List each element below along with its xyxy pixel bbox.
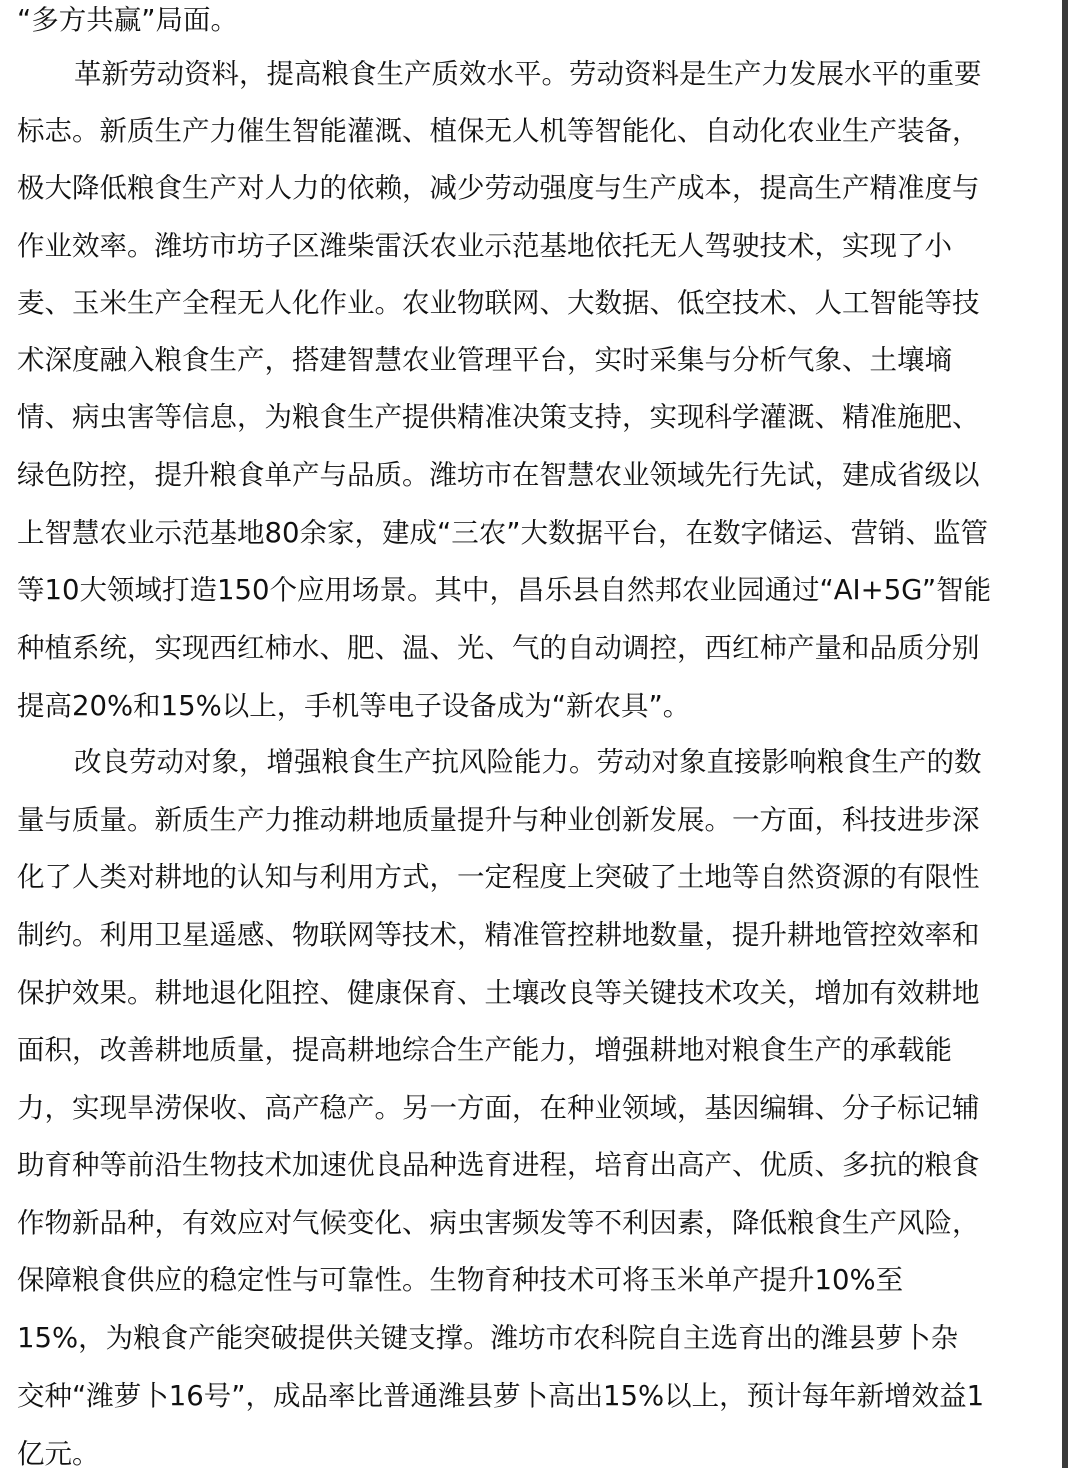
text-line: 情、病虫害等信息，为粮食生产提供精准决策支持，实现科学灌溉、精准施肥、 bbox=[17, 401, 980, 433]
text-line: 术深度融入粮食生产，搭建智慧农业管理平台，实时采集与分析气象、土壤墒 bbox=[17, 344, 952, 376]
text-line: 15%，为粮食产能突破提供关键支撑。潍坊市农科院自主选育出的潍县萝卜杂 bbox=[17, 1322, 959, 1354]
text-line: 绿色防控，提升粮食单产与品质。潍坊市在智慧农业领域先行先试，建成省级以 bbox=[17, 459, 980, 491]
text-line: 量与质量。新质生产力推动耕地质量提升与种业创新发展。一方面，科技进步深 bbox=[17, 804, 980, 836]
text-line: 种植系统，实现西红柿水、肥、温、光、气的自动调控，西红柿产量和品质分别 bbox=[17, 632, 980, 664]
text-line-cut-off: 亿元。 bbox=[17, 1438, 100, 1470]
paragraph-start-line: 改良劳动对象，增强粮食生产抗风险能力。劳动对象直接影响粮食生产的数 bbox=[74, 746, 982, 778]
text-line: 化了人类对耕地的认知与利用方式，一定程度上突破了土地等自然资源的有限性 bbox=[17, 861, 980, 893]
text-line: 极大降低粮食生产对人力的依赖，减少劳动强度与生产成本，提高生产精准度与 bbox=[17, 172, 980, 204]
text-line: “多方共赢”局面。 bbox=[17, 4, 238, 36]
text-line: 助育种等前沿生物技术加速优良品种选育进程，培育出高产、优质、多抗的粮食 bbox=[17, 1149, 980, 1181]
text-line: 麦、玉米生产全程无人化作业。农业物联网、大数据、低空技术、人工智能等技 bbox=[17, 287, 980, 319]
text-line: 保障粮食供应的稳定性与可靠性。生物育种技术可将玉米单产提升10%至 bbox=[17, 1264, 904, 1296]
text-line: 交种“潍萝卜16号”，成品率比普通潍县萝卜高出15%以上，预计每年新增效益1 bbox=[17, 1380, 985, 1412]
text-line: 保护效果。耕地退化阻控、健康保育、土壤改良等关键技术攻关，增加有效耕地 bbox=[17, 977, 980, 1009]
paragraph-start-line: 革新劳动资料，提高粮食生产质效水平。劳动资料是生产力发展水平的重要 bbox=[74, 58, 982, 90]
text-line: 等10大领域打造150个应用场景。其中，昌乐县自然邦农业园通过“AI+5G”智能 bbox=[17, 574, 992, 606]
window-edge bbox=[1062, 0, 1068, 1468]
text-line: 提高20%和15%以上，手机等电子设备成为“新农具”。 bbox=[17, 690, 691, 722]
text-line: 力，实现旱涝保收、高产稳产。另一方面，在种业领域，基因编辑、分子标记辅 bbox=[17, 1092, 980, 1124]
text-line: 制约。利用卫星遥感、物联网等技术，精准管控耕地数量，提升耕地管控效率和 bbox=[17, 919, 980, 951]
text-line: 标志。新质生产力催生智能灌溉、植保无人机等智能化、自动化农业生产装备， bbox=[17, 115, 980, 147]
text-line: 作物新品种，有效应对气候变化、病虫害频发等不利因素，降低粮食生产风险， bbox=[17, 1207, 980, 1239]
text-line: 上智慧农业示范基地80余家，建成“三农”大数据平台，在数字储运、营销、监管 bbox=[17, 517, 988, 549]
text-line: 面积，改善耕地质量，提高耕地综合生产能力，增强耕地对粮食生产的承载能 bbox=[17, 1034, 952, 1066]
text-line: 作业效率。潍坊市坊子区潍柴雷沃农业示范基地依托无人驾驶技术，实现了小 bbox=[17, 230, 952, 262]
